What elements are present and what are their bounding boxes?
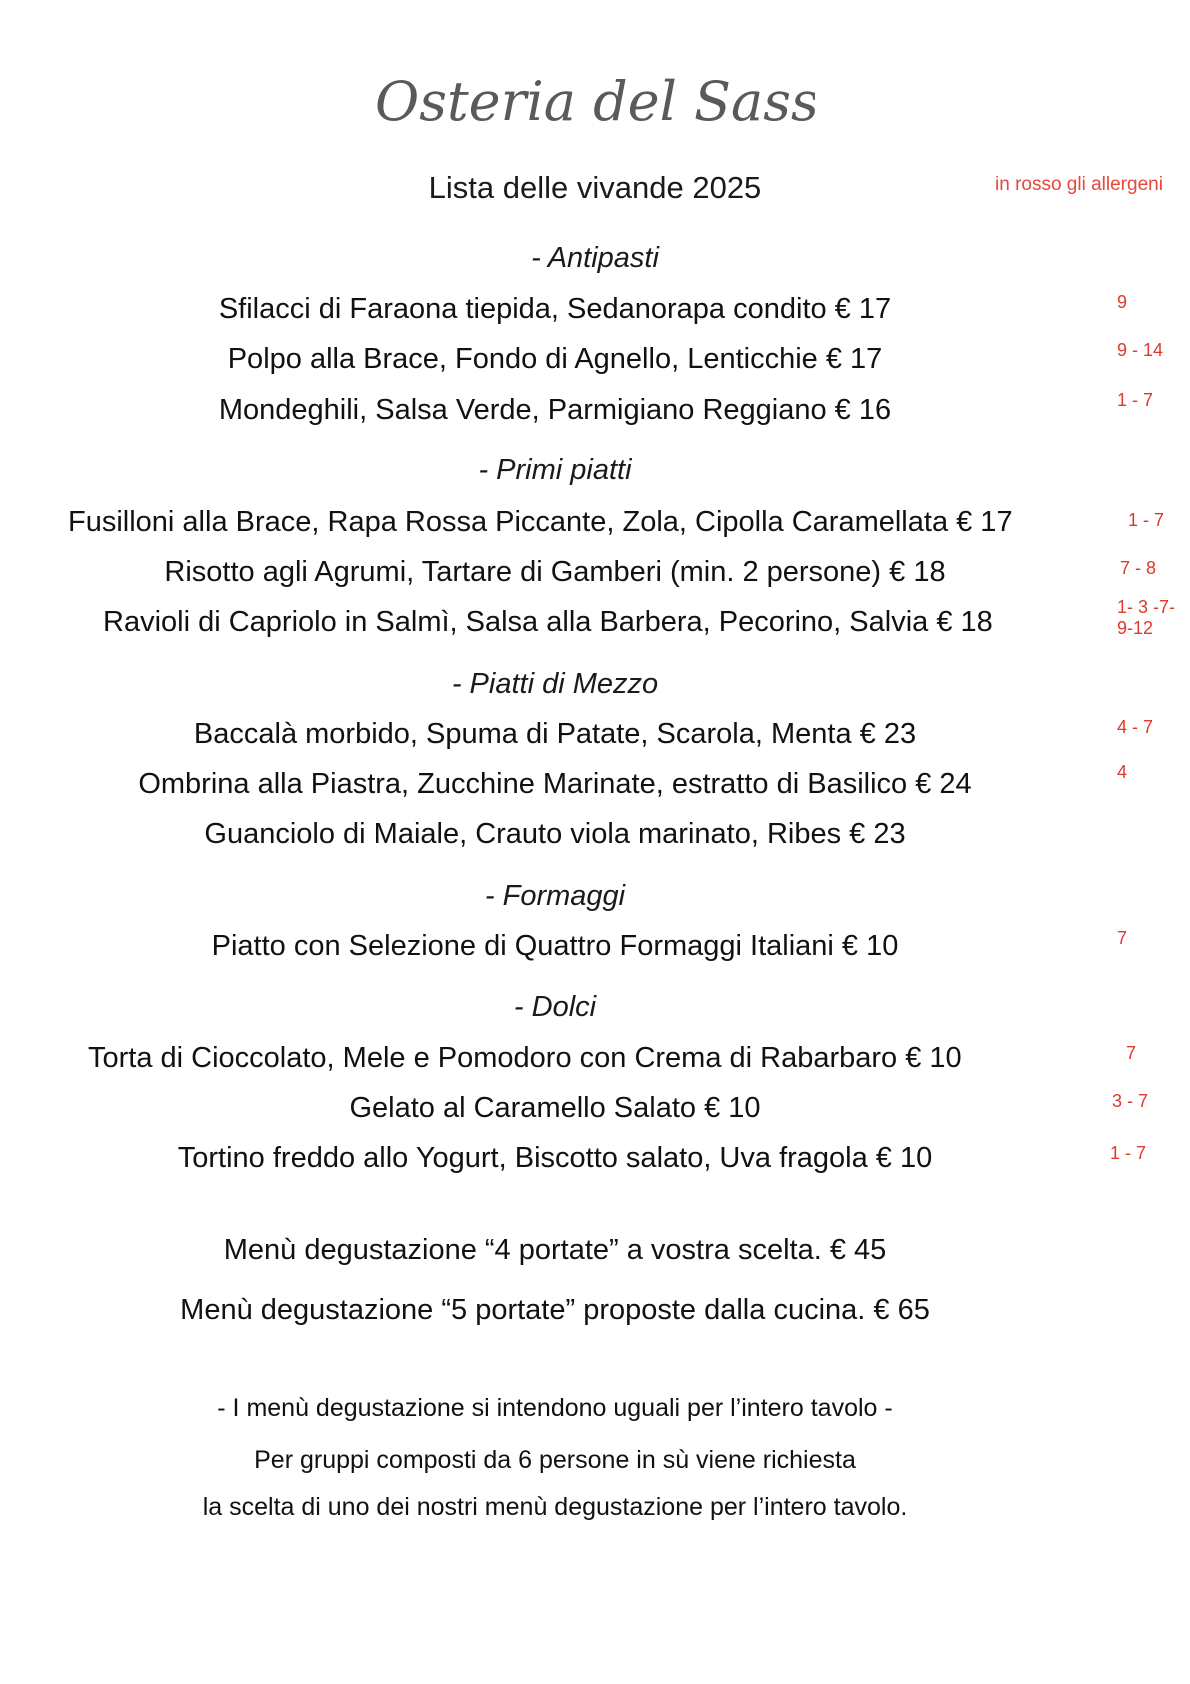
allergen-tortino: 1 - 7	[1110, 1143, 1147, 1163]
dish-formaggi: Piatto con Selezione di Quattro Formaggi Italiani € 10	[211, 930, 899, 962]
allergen-torta: 7	[1126, 1043, 1137, 1063]
allergen-sfilacci: 9	[1117, 292, 1128, 312]
allergen-fusilloni: 1 - 7	[1128, 510, 1165, 530]
allergen-formaggi: 7	[1117, 928, 1128, 948]
dish-ravioli: Ravioli di Capriolo in Salmì, Salsa alla Barbera, Pecorino, Salvia € 18	[103, 606, 993, 638]
allergen-gelato: 3 - 7	[1112, 1091, 1149, 1111]
svg-text:Osteria del Sass: Osteria del Sass	[375, 72, 815, 133]
allergen-polpo: 9 - 14	[1117, 340, 1164, 360]
dish-mondeghili: Mondeghili, Salsa Verde, Parmigiano Reggiano € 16	[218, 394, 892, 426]
dish-ombrina: Ombrina alla Piastra, Zucchine Marinate, estratto di Basilico € 24	[138, 768, 972, 800]
section-title-primi: - Primi piatti	[478, 454, 632, 486]
tasting-menu-4: Menù degustazione “4 portate” a vostra scelta. € 45	[223, 1234, 887, 1266]
dish-gelato: Gelato al Caramello Salato € 10	[349, 1092, 761, 1124]
dish-baccala: Baccalà morbido, Spuma di Patate, Scarola, Menta € 23	[193, 718, 917, 750]
section-title-mezzo: - Piatti di Mezzo	[451, 668, 659, 700]
restaurant-logo	[375, 72, 815, 138]
allergen-note: in rosso gli allergeni	[995, 174, 1163, 195]
dish-guanciolo: Guanciolo di Maiale, Crauto viola marinato, Ribes € 23	[204, 818, 906, 850]
allergen-ravioli: 1- 3 -7-	[1117, 597, 1176, 617]
dish-sfilacci: Sfilacci di Faraona tiepida, Sedanorapa condito € 17	[218, 293, 892, 325]
allergen-risotto: 7 - 8	[1120, 558, 1157, 578]
footer-note-2: Per gruppi composti da 6 persone in sù viene richiesta	[254, 1446, 856, 1474]
allergen-baccala: 4 - 7	[1117, 717, 1154, 737]
section-title-formaggi: - Formaggi	[484, 880, 626, 912]
page-subtitle: Lista delle vivande 2025	[428, 170, 762, 205]
dish-tortino: Tortino freddo allo Yogurt, Biscotto salato, Uva fragola € 10	[177, 1142, 933, 1174]
dish-polpo: Polpo alla Brace, Fondo di Agnello, Lenticchie € 17	[227, 343, 883, 375]
allergen-ravioli-line2: 9-12	[1117, 618, 1154, 638]
dish-torta: Torta di Cioccolato, Mele e Pomodoro con Crema di Rabarbaro € 10	[88, 1042, 962, 1074]
tasting-menu-5: Menù degustazione “5 portate” proposte dalla cucina. € 65	[180, 1294, 930, 1326]
footer-note-3: la scelta di uno dei nostri menù degustazione per l’intero tavolo.	[202, 1493, 908, 1521]
allergen-ombrina: 4	[1117, 762, 1128, 782]
allergen-mondeghili: 1 - 7	[1117, 390, 1154, 410]
dish-fusilloni: Fusilloni alla Brace, Rapa Rossa Piccante, Zola, Cipolla Caramellata € 17	[68, 506, 1013, 538]
dish-risotto: Risotto agli Agrumi, Tartare di Gamberi (min. 2 persone) € 18	[164, 556, 946, 588]
section-title-dolci: - Dolci	[513, 991, 597, 1023]
footer-note-1: - I menù degustazione si intendono uguali per l’intero tavolo -	[217, 1394, 893, 1422]
section-title-antipasti: - Antipasti	[531, 242, 659, 274]
